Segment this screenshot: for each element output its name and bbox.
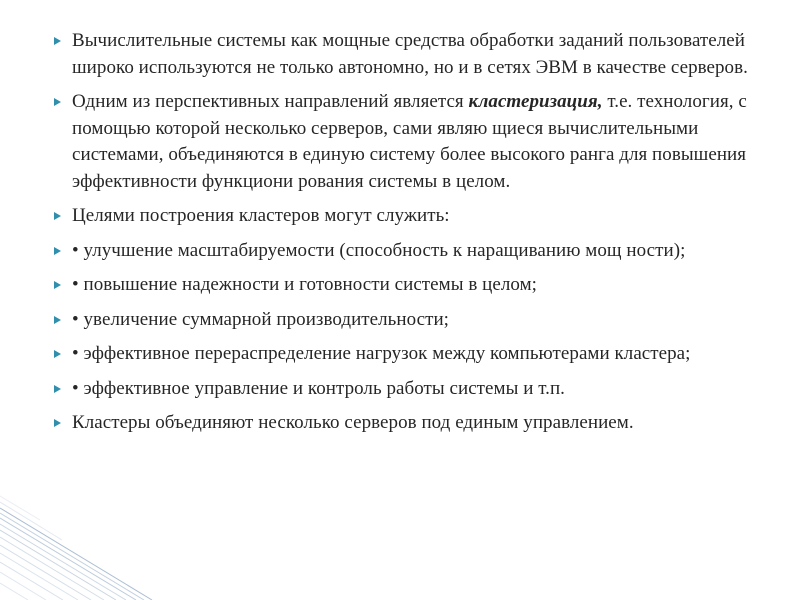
bullet-text: Одним из перспективных направлений является [72, 91, 469, 112]
bullet-text: • эффективное перераспределение нагрузок между компьютерами кластера; [72, 343, 691, 364]
bullet-item [52, 307, 752, 334]
bullet-list [52, 28, 752, 445]
bullet-item [52, 238, 752, 265]
arrow-bullet-icon [54, 37, 61, 45]
bullet-item [52, 28, 752, 81]
bullet-item [52, 203, 752, 230]
arrow-bullet-icon [54, 419, 61, 427]
arrow-bullet-icon [54, 247, 61, 255]
bullet-item [52, 410, 752, 437]
bullet-item [52, 272, 752, 299]
bullet-text: • повышение надежности и готовности системы в целом; [72, 274, 537, 295]
bullet-text: Кластеры объединяют несколько серверов под единым управлением. [72, 412, 634, 433]
bullet-text: Целями построения кластеров могут служить: [72, 205, 450, 226]
bullet-text: • эффективное управление и контроль работы системы и т.п. [72, 377, 565, 399]
bullet-item [52, 376, 752, 403]
arrow-bullet-icon [54, 316, 61, 324]
arrow-bullet-icon [54, 212, 61, 220]
bullet-text: Вычислительные системы как мощные средства обработки заданий пользователей широко используются не только автономно, но и в сетях ЭВМ в качестве серверов. [72, 30, 748, 78]
arrow-bullet-icon [54, 350, 61, 358]
bullet-item [52, 341, 752, 368]
arrow-bullet-icon [54, 281, 61, 289]
bullet-item [52, 89, 752, 195]
bullet-text: • увеличение суммарной производительности; [72, 308, 449, 330]
arrow-bullet-icon [54, 385, 61, 393]
bullet-term: кластеризация, [468, 91, 603, 112]
arrow-bullet-icon [54, 98, 61, 106]
bullet-text: т.е. технология, с помощью которой несколько серверов, сами являю щиеся вычислительными системами, объединяются в единую систему более высокого ранга для повышения эффективности функциони рования системы в целом. [72, 91, 747, 192]
bullet-text: • улучшение масштабируемости (способность к наращиванию мощ ности); [72, 239, 686, 261]
